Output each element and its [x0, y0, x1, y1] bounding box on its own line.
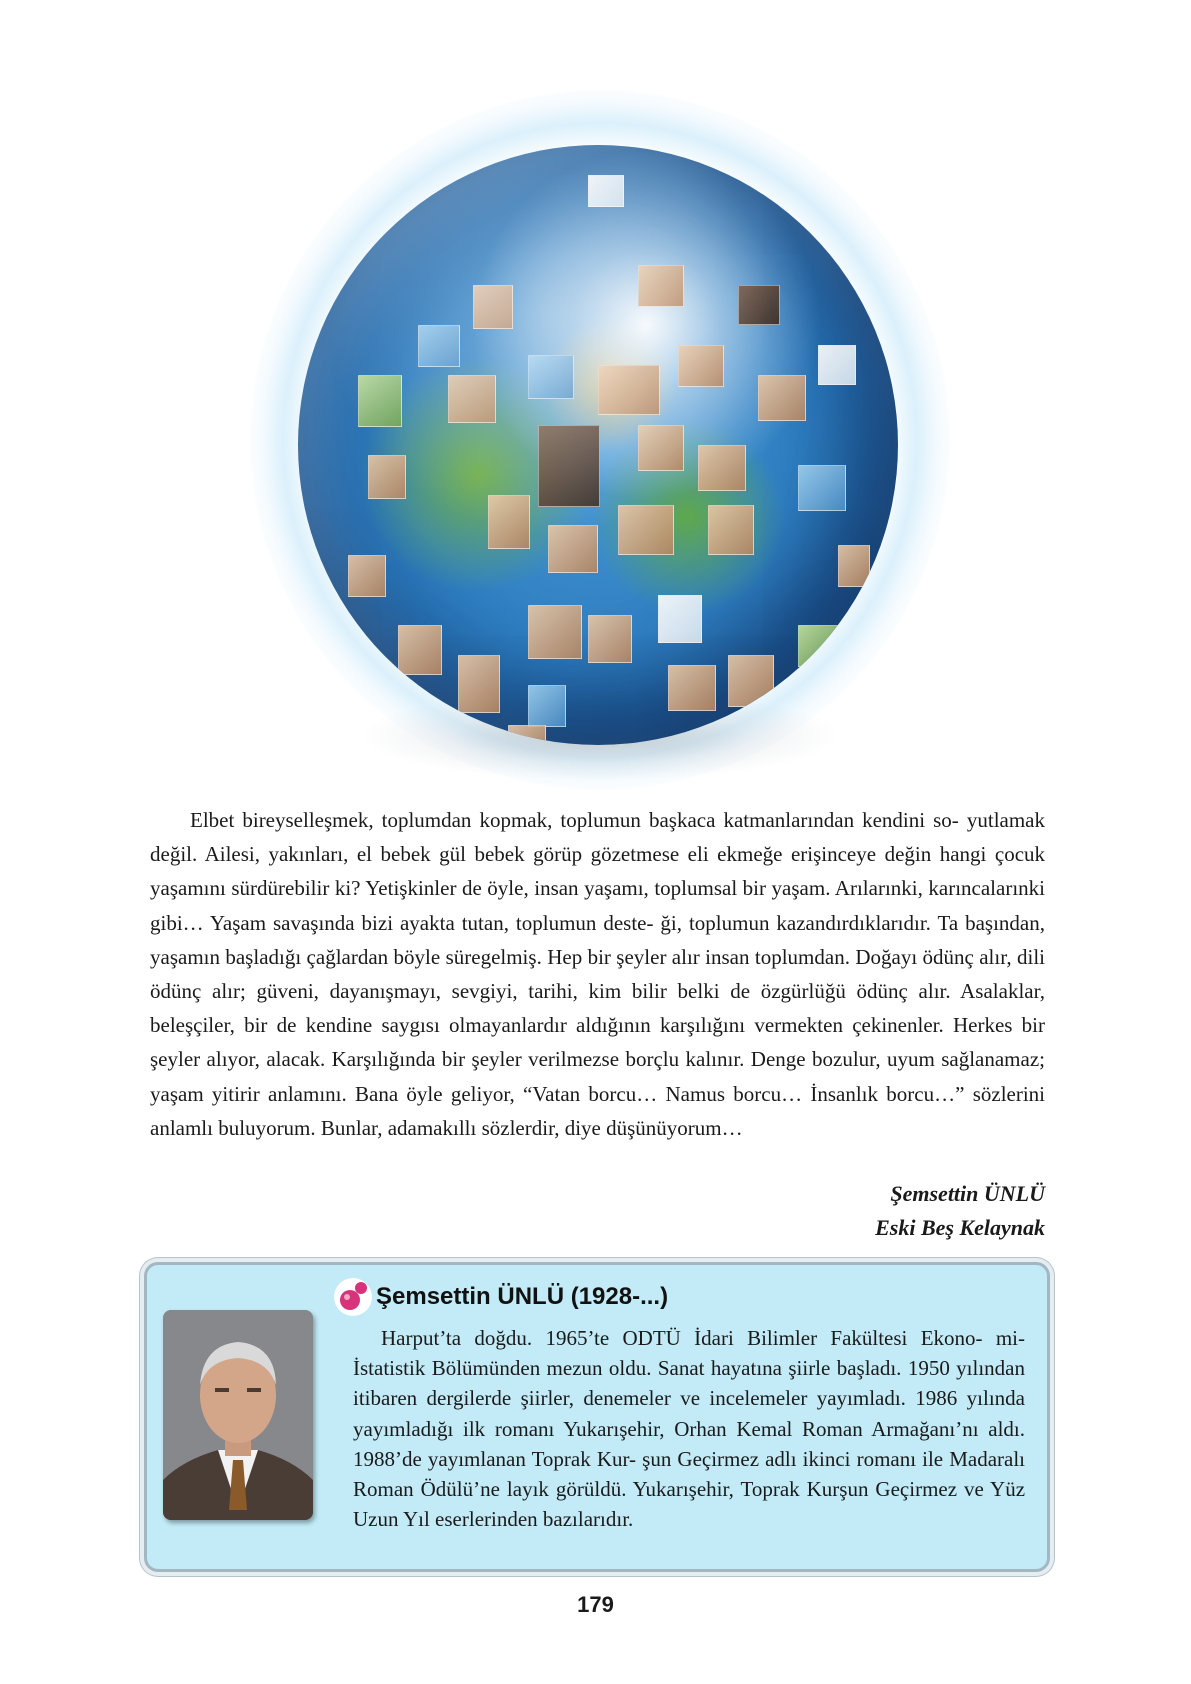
body-line: sözlerini anlamlı buluyorum. Bunlar, adamakıllı sözlerdir, diye düşünüyorum…: [150, 1081, 1046, 1140]
page-number: 179: [577, 1592, 614, 1617]
body-line: sevgiyi, tarihi, kim bilir belki de özgürlüğü ödünç alır. Asalaklar, beleşçiler, bir de kendine: [150, 979, 1046, 1038]
bio-paragraph: [353, 1323, 1025, 1534]
body-line: alacak. Karşılığında bir şeyler verilmezse borçlu kalınır. Denge bozulur, uyum sağlanamaz;: [266, 1047, 1045, 1072]
pushpin-icon: [333, 1277, 373, 1317]
body-line: ği, toplumun kazandırdıklarıdır. Ta başından, yaşamın başladığı çağlardan böyle süregelmiş.: [150, 910, 1045, 969]
bio-line: görüldü. Yukarışehir, Toprak Kurşun Geçirmez ve Yüz Uzun Yıl: [353, 1477, 1026, 1532]
globe-illustration: [250, 90, 950, 790]
bio-line: Kemal Roman Armağanı’nı aldı. 1988’de yayımlanan Toprak Kur-: [353, 1416, 1025, 1471]
globe-of-faces-icon: [298, 145, 898, 745]
bio-line: yayımladı. 1986 yılında yayımladığı ilk romanı Yukarışehir, Orhan: [353, 1386, 1025, 1441]
body-paragraph: [150, 803, 1045, 1145]
bio-line: mi-İstatistik Bölümünden mezun oldu. Sanat hayatına şiirle başladı.: [353, 1326, 1025, 1381]
bio-line: şun Geçirmez adlı ikinci romanı ile Madaralı Roman Ödülü’ne layık: [353, 1446, 1026, 1502]
body-line: yaşam. Arılarınki, karıncalarınki gibi… Yaşam savaşında bizi ayakta tutan, toplumun deste-: [150, 876, 1045, 935]
body-line: yutlamak değil. Ailesi, yakınları, el bebek gül bebek görüp gözetmese eli ekmeğe erişinceye: [150, 808, 1046, 867]
bio-line: eserlerinden bazılarıdır.: [435, 1507, 634, 1532]
bio-title: Şemsettin ÜNLÜ (1928-...): [376, 1283, 669, 1310]
bio-line: 1950 yılından itibaren dergilerde şiirler, denemeler ve incelemeler: [353, 1356, 1025, 1411]
body-line: saygısı olmayanlardır aldığının karşılığını vermekten çekinenler. Herkes bir şeyler alıyor,: [150, 1013, 1046, 1072]
body-line: Hep bir şeyler alır insan toplumdan. Doğayı ödünç alır, dili ödünç alır; güveni, dayanışmayı,: [150, 944, 1046, 1004]
signature: [875, 1177, 1045, 1245]
body-line: Elbet bireyselleşmek, toplumdan kopmak, toplumun başkaca katmanlarından kendini so-: [190, 808, 959, 832]
author-portrait-icon: [163, 1310, 313, 1520]
globe-shine: [298, 145, 898, 745]
body-line: yaşam yitirir anlamını. Bana öyle geliyor, “Vatan borcu… Namus borcu… İnsanlık borcu…”: [150, 1081, 965, 1106]
author-bio-box: [144, 1262, 1050, 1572]
signature-work: Eski Beş Kelaynak: [875, 1215, 1045, 1240]
bio-line: Harput’ta doğdu. 1965’te ODTÜ İdari Bilimler Fakültesi Ekono-: [381, 1326, 983, 1350]
body-line: değin hangi çocuk yaşamını sürdürebilir ki? Yetişkinler de öyle, insan yaşamı, toplumsal bir: [150, 842, 1046, 901]
signature-author: Şemsettin ÜNLÜ: [890, 1181, 1045, 1206]
